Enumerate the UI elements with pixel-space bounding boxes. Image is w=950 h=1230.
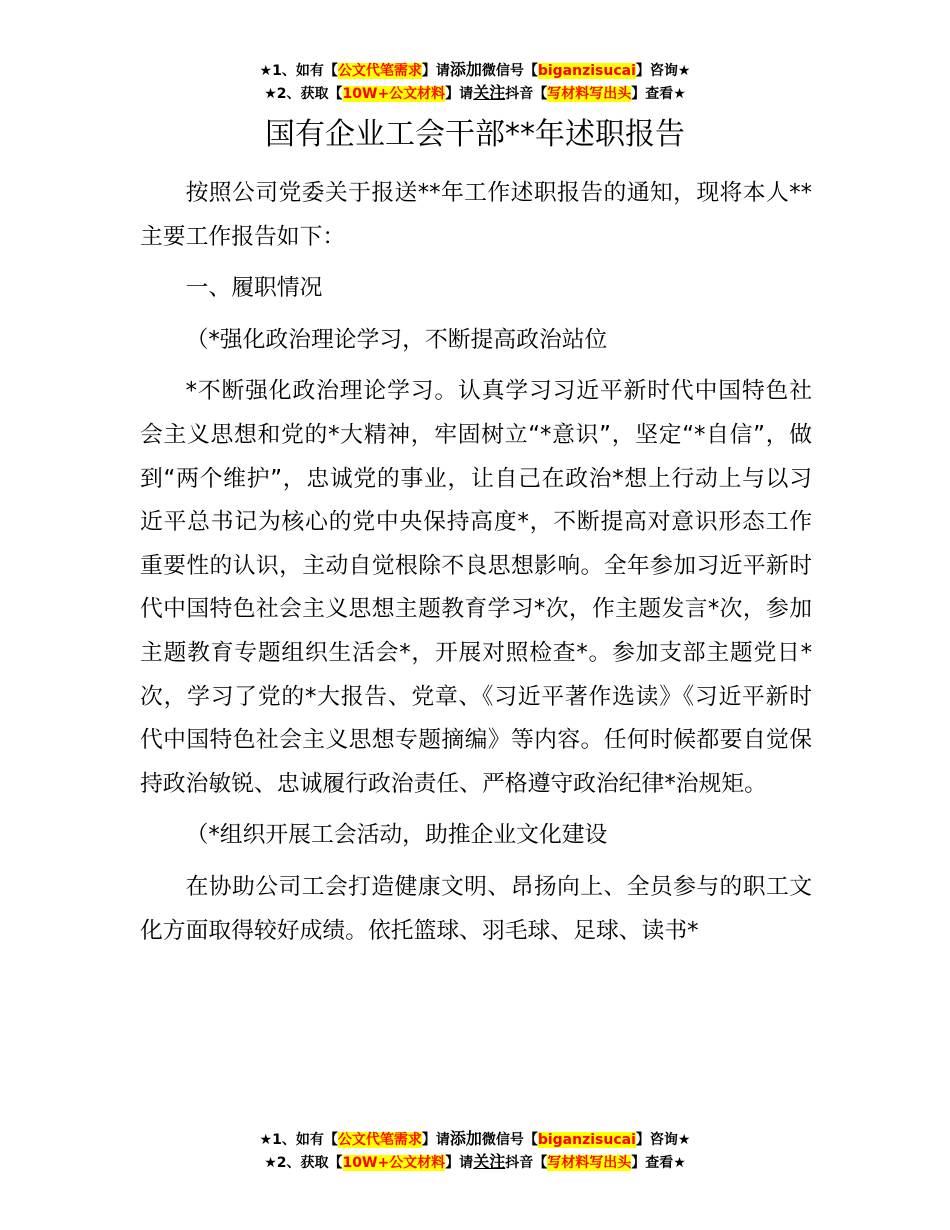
promo-highlight: biganzisucai: [537, 63, 636, 79]
promo-highlight: 写材料写出头: [547, 1155, 632, 1171]
promo-text: 】请: [445, 1155, 474, 1171]
promo-text: 微信号【: [481, 1132, 538, 1148]
promo-line-1: [0, 1128, 950, 1151]
document-title: 国有企业工会干部**年述职报告: [265, 117, 685, 152]
promo-text: 抖音【: [505, 1155, 548, 1171]
footer-promo-banner: [0, 1128, 950, 1174]
promo-text: 】查看★: [631, 1155, 686, 1171]
promo-highlight: 公文代笔需求: [337, 1132, 422, 1148]
promo-text: 】查看★: [631, 86, 686, 102]
promo-text: 微信号【: [481, 63, 538, 79]
body-paragraph: 在协助公司工会打造健康文明、昂扬向上、全员参与的职工文化方面取得较好成绩。依托篮球、羽毛球、足球、读书*: [140, 873, 812, 944]
promo-text: 】咨询★: [635, 63, 691, 79]
promo-highlight: 10W+公文材料: [342, 1155, 446, 1171]
document-body: [140, 172, 812, 961]
section-heading: 一、履职情况: [185, 275, 323, 302]
promo-text: 】请: [421, 1132, 450, 1148]
promo-line-2: [0, 1151, 950, 1174]
promo-text: 】咨询★: [635, 1132, 691, 1148]
header-promo-banner: [0, 59, 950, 105]
subsection-heading: （*强化政治理论学习，不断提高政治站位: [185, 326, 608, 353]
promo-text: 抖音【: [505, 86, 548, 102]
promo-highlight: 写材料写出头: [547, 86, 632, 102]
subsection-heading: （*组织开展工会活动，助推企业文化建设: [185, 822, 608, 849]
body-paragraph: *不断强化政治理论学习。认真学习习近平新时代中国特色社会主义思想和党的*大精神，牢固树立“*意识”，坚定“*自信”，做到“两个维护”，忠诚党的事业，让自己在政治*想上行动上与以习近平总书记为核心的党中央保持高度*，不断提高对意识形态工作重要性的认识，主动自觉根除不良思想影响。全年参加习近平新时代中国特色社会主义思想主题教育学习*次，作主题发言*次，参加主题教育专题组织生活会*，开展对照检查*。参加支部主题党日*次，学习了党的*大报告、党章、《习近平著作选读》《习近平新时代中国特色社会主义思想专题摘编》等内容。任何时候都要自觉保持政治敏锐、忠诚履行政治责任、严格遵守政治纪律*治规矩。: [140, 378, 812, 797]
promo-highlight: 公文代笔需求: [337, 63, 422, 79]
promo-emphasis: 添加: [449, 60, 482, 79]
intro-paragraph: 按照公司党委关于报送**年工作述职报告的通知，现将本人**主要工作报告如下：: [140, 180, 812, 250]
promo-text: ★2、获取【: [264, 86, 343, 102]
promo-emphasis: 关注: [473, 83, 506, 102]
promo-text: 】请: [421, 63, 450, 79]
promo-text: 】请: [445, 86, 474, 102]
promo-text: ★1、如有【: [259, 1132, 338, 1148]
promo-highlight: biganzisucai: [537, 1132, 636, 1148]
promo-line-1: [0, 59, 950, 82]
promo-text: ★1、如有【: [259, 63, 338, 79]
promo-line-2: [0, 82, 950, 105]
promo-emphasis: 添加: [449, 1129, 482, 1148]
promo-text: ★2、获取【: [264, 1155, 343, 1171]
promo-emphasis: 关注: [473, 1152, 506, 1171]
promo-highlight: 10W+公文材料: [342, 86, 446, 102]
